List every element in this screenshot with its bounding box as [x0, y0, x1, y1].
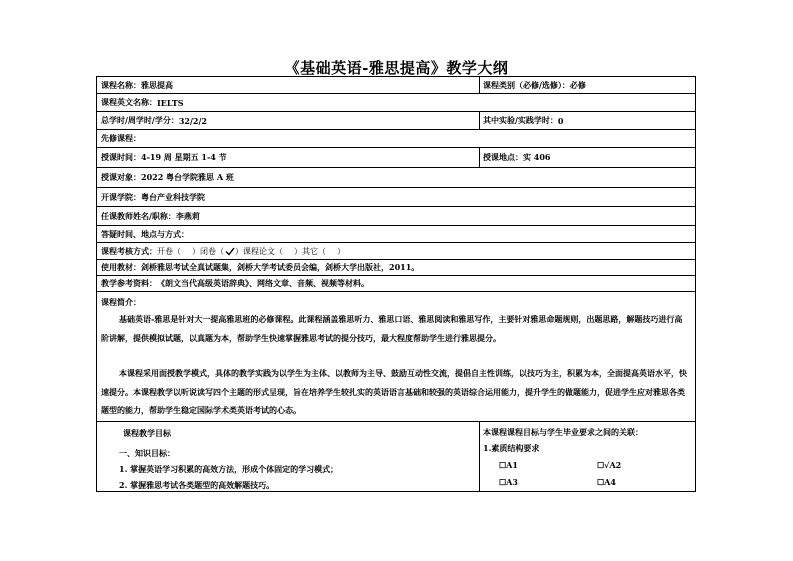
goal-item-1: 1. 掌握英语学习积累的高效方法，形成个体固定的学习模式； — [119, 464, 339, 474]
assessment-other-checkbox[interactable] — [327, 247, 336, 256]
lab-hours-label: 其中实验/实践学时： — [483, 115, 558, 125]
teacher-label: 任课教师姓名/职称： — [101, 210, 176, 221]
goals-section-1: 一、知识目标： — [119, 448, 175, 458]
page-title: 《基础英语-雅思提高》教学大纲 — [284, 59, 509, 77]
relation-sub: 1.素质结构要求 — [483, 443, 540, 453]
assessment-close-paren: ） — [337, 246, 345, 256]
intro-label: 课程简介： — [101, 297, 141, 307]
references-value: 《朗文当代高级英语辞典》、网络文章、音频、视频等材料。 — [157, 278, 369, 288]
row-qa — [97, 226, 695, 243]
time-value: 4-19 周 星期五 1-4 节 — [141, 152, 227, 162]
row-teacher — [97, 207, 695, 226]
row-course-name — [97, 77, 695, 94]
lab-hours-value: 0 — [557, 115, 564, 126]
row-goals — [97, 422, 695, 491]
course-name-value: 雅思提高 — [141, 79, 173, 90]
row-college — [97, 188, 695, 207]
intro-paragraph-1: 基础英语-雅思是针对大一提高雅思班的必修课程。此课程涵盖雅思听力、雅思口语、雅思阅读和雅思写作，主要针对雅思命题规则，出题思路，解题技巧进行高阶讲解，提供模拟试题，以真题为本，帮助学生快速掌握雅思考试的提分技巧，最大程度帮助学生进行雅思提分。 — [101, 314, 683, 343]
college-label: 开课学院： — [101, 191, 141, 202]
row-assessment — [97, 243, 695, 260]
assessment-open-label: 开卷（ — [157, 246, 181, 256]
syllabus-table — [96, 76, 696, 492]
assessment-closed-label: ）闭卷（ — [192, 246, 224, 256]
relation-option-a3[interactable]: ☐A3 — [499, 477, 518, 487]
course-type-value: 必修 — [569, 79, 586, 90]
goal-item-2: 2. 掌握雅思考试各类题型的高效解题技巧。 — [119, 480, 275, 490]
row-references — [97, 276, 695, 292]
time-label: 授课时间： — [101, 152, 141, 162]
row-textbook — [97, 260, 695, 276]
assessment-other-label: ）其它（ — [294, 246, 326, 256]
relation-heading: 本课程课程目标与学生毕业要求之间的关联： — [483, 427, 643, 437]
prereq-label: 先修课程： — [101, 133, 141, 143]
textbook-label: 使用教材： — [101, 262, 141, 272]
teacher-value: 李燕莉 — [175, 210, 200, 221]
row-audience — [97, 168, 695, 188]
relation-option-a1[interactable]: ☐A1 — [499, 460, 518, 470]
row-time — [97, 148, 695, 168]
row-intro — [97, 292, 695, 422]
hours-value: 32/2/2 — [178, 115, 207, 126]
english-name-label: 课程英文名称： — [101, 97, 157, 107]
relation-option-a2[interactable]: ☐√A2 — [597, 460, 622, 470]
goals-heading: 课程教学目标 — [123, 428, 171, 438]
qa-label: 答疑时间、地点与方式： — [101, 228, 189, 239]
row-english-name — [97, 94, 695, 112]
place-value: 实 406 — [523, 152, 551, 162]
hours-label: 总学时/周学时/学分： — [101, 115, 179, 125]
audience-label: 授课对象： — [101, 172, 141, 182]
english-name-value: IELTS — [157, 97, 184, 108]
relation-option-a4[interactable]: ☐A4 — [597, 477, 616, 487]
course-type-label: 课程类别（必修/选修）： — [483, 79, 570, 90]
assessment-open-checkbox[interactable] — [182, 247, 191, 256]
references-label: 教学参考资料： — [101, 278, 157, 288]
audience-value: 2022 粤台学院雅思 A 班 — [141, 172, 234, 182]
row-prereq — [97, 130, 695, 148]
course-name-label: 课程名称： — [101, 79, 141, 90]
assessment-label: 课程考核方式： — [101, 245, 157, 256]
check-icon — [225, 247, 235, 256]
assessment-closed-checkbox[interactable] — [225, 247, 234, 256]
college-value: 粤台产业科技学院 — [141, 191, 205, 202]
textbook-value: 剑桥雅思考试全真试题集，剑桥大学考试委员会编，剑桥大学出版社，2011。 — [141, 262, 420, 272]
place-label: 授课地点： — [483, 152, 523, 162]
row-hours — [97, 112, 695, 130]
assessment-paper-label: ）课程论文（ — [235, 246, 283, 256]
assessment-paper-checkbox[interactable] — [284, 247, 293, 256]
intro-paragraph-2: 本课程采用面授教学模式，具体的教学实践为以学生为主体、以教师为主导、鼓励互动性交流，提倡自主性训练，以技巧为主，积累为本，全面提高英语水平，快速提分。本课程教学以听说读写四个主题的形式呈现，旨在培养学生较扎实的英语语言基础和较强的英语综合运用能力，提升学生的做题能力，促进学生应对雅思各类题型的能力，帮助学生稳定国际学术类英语考试的心态。 — [101, 368, 687, 415]
